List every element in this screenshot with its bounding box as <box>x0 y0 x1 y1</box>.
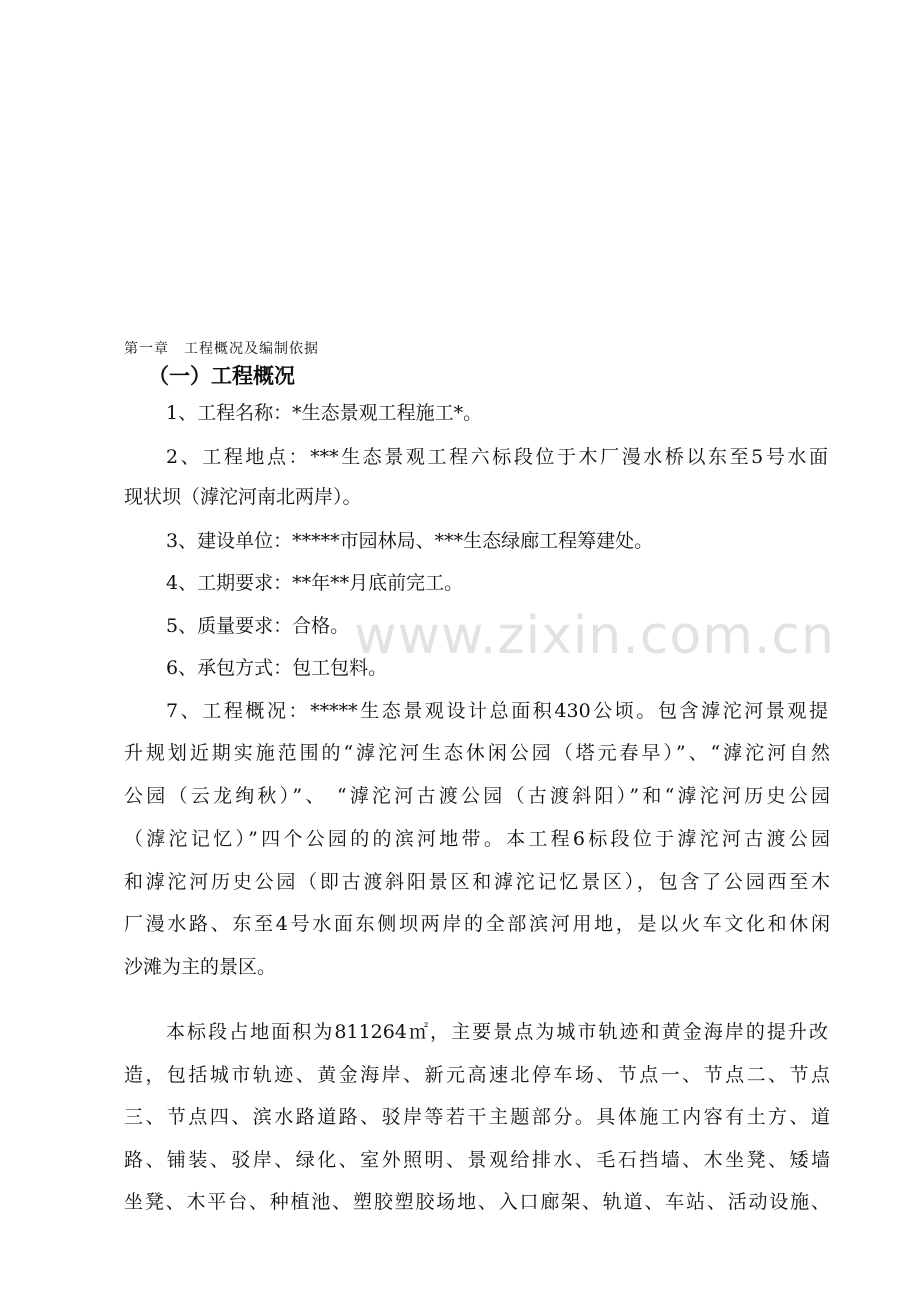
section-title: （一）工程概况 <box>148 364 295 388</box>
paragraph-line: 坐凳、木平台、种植池、塑胶塑胶场地、入口廊架、轨道、车站、活动设施、 <box>124 1191 830 1213</box>
paragraph-line: 三、节点四、滨水路道路、驳岸等若干主题部分。具体施工内容有土方、道 <box>124 1106 830 1128</box>
chapter-title: 第一章 工程概况及编制依据 <box>124 341 319 357</box>
watermark: www.zixin.com.cn <box>354 606 835 666</box>
paragraph-line: 7、工程概况：*****生态景观设计总面积430公顷。包含滹沱河景观提 <box>166 700 828 722</box>
paragraph-line: 2、工程地点：***生态景观工程六标段位于木厂漫水桥以东至5号水面 <box>166 446 828 468</box>
paragraph-line: 4、工期要求：**年**月底前完工。 <box>166 572 464 594</box>
paragraph-line: 5、质量要求：合格。 <box>166 615 350 637</box>
paragraph-line: 升规划近期实施范围的“滹沱河生态休闲公园（塔元春早）”、“滹沱河自然 <box>124 742 830 764</box>
paragraph-line: 厂漫水路、东至4号水面东侧坝两岸的全部滨河用地，是以火车文化和休闲 <box>124 913 830 935</box>
paragraph-line: 路、铺装、驳岸、绿化、室外照明、景观给排水、毛石挡墙、木坐凳、矮墙 <box>124 1149 830 1171</box>
paragraph-line: 1、工程名称：*生态景观工程施工*。 <box>166 402 483 424</box>
paragraph-line: 现状坝（滹沱河南北两岸）。 <box>124 486 362 508</box>
paragraph-line: 和滹沱河历史公园（即古渡斜阳景区和滹沱记忆景区），包含了公园西至木 <box>124 871 830 893</box>
paragraph-line: 本标段占地面积为811264㎡，主要景点为城市轨迹和黄金海岸的提升改 <box>166 1021 828 1043</box>
paragraph-line: 造，包括城市轨迹、黄金海岸、新元高速北停车场、节点一、节点二、节点 <box>124 1064 830 1086</box>
paragraph-line: （滹沱记忆）”四个公园的的滨河地带。本工程6标段位于滹沱河古渡公园 <box>124 828 830 850</box>
paragraph-line: 公园（云龙绚秋）”、 “滹沱河古渡公园（古渡斜阳）”和“滹沱河历史公园 <box>124 785 830 807</box>
paragraph-line: 3、建设单位：*****市园林局、***生态绿廊工程筹建处。 <box>166 530 654 552</box>
paragraph-line: 沙滩为主的景区。 <box>124 956 277 978</box>
paragraph-line: 6、承包方式：包工包料。 <box>166 657 388 679</box>
